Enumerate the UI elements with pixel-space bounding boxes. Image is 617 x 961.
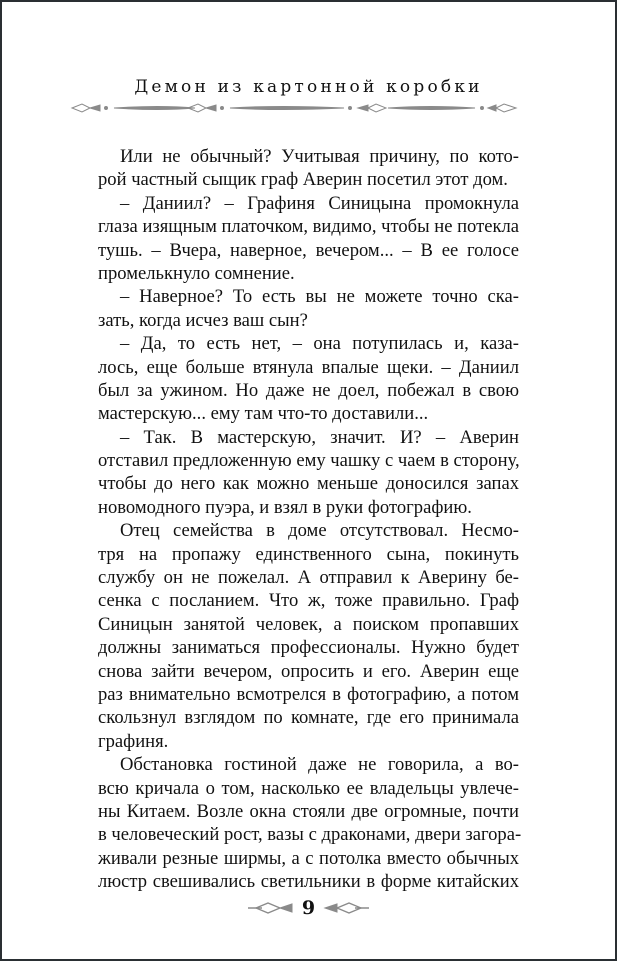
running-head: Демон из картонной коробки (134, 77, 483, 97)
right-folio-ornament-icon (321, 901, 371, 915)
text-line: сенка с посланием. Что ж, тоже правильно. Граф (98, 590, 519, 612)
left-folio-ornament-icon (246, 901, 296, 915)
text-line: мастерскую... ему там что-то доставили... (98, 403, 429, 425)
text-line: скользнул взглядом по комнате, где его принимала (98, 707, 519, 729)
text-line: – Даниил? – Графиня Синицына промокнула (120, 192, 519, 214)
text-line: всю кричала о том, насколько ее владельцы увлече- (98, 777, 519, 799)
text-line: Отец семейства в доме отсутствовал. Несмо- (120, 520, 519, 542)
text-line: должны заниматься профессионалы. Нужно будет (98, 637, 519, 659)
text-line: раз внимательно всмотрелся в фотографию, а потом (98, 683, 519, 705)
text-line: лось, еще больше втянула впалые щеки. – Даниил (98, 356, 519, 378)
text-line: Или не обычный? Учитывая причину, по кото- (120, 146, 519, 167)
text-line: – Да, то есть нет, – она потупилась и, каза- (120, 333, 519, 355)
text-line: новомодного пуэра, и взял в руки фотографию. (98, 496, 472, 518)
page-footer (2, 896, 615, 920)
text-line: промелькнуло сомнение. (98, 262, 295, 284)
text-line: люстр свешивались светильники в форме китайских (98, 871, 519, 893)
header-ornament-divider (70, 100, 520, 116)
body-text (98, 145, 522, 894)
text-line: тушь. – Вчера, наверное, вечером... – В ее голосе (98, 239, 519, 261)
page-number: 9 (301, 897, 316, 919)
text-line: живали резные ширмы, а с потолка вместо обычных (98, 847, 519, 869)
text-line: Обстановка гостиной даже не говорила, а во- (120, 754, 519, 776)
text-line: снова зайти вечером, опросить и его. Аверин еще (98, 660, 519, 682)
text-line: – Так. В мастерскую, значит. И? – Аверин (120, 426, 519, 448)
text-line: зать, когда исчез ваш сын? (98, 309, 308, 331)
text-line: Синицын занятой человек, а поиском пропавших (98, 613, 519, 635)
text-line: чтобы до него как можно меньше доносился запах (98, 473, 519, 495)
text-line: рой частный сыщик граф Аверин посетил этот дом. (98, 169, 508, 191)
text-line: графиня. (98, 730, 169, 752)
text-line: ны Китаем. Возле окна стояли две огромные, почти (98, 800, 519, 822)
text-line: – Наверное? То есть вы не можете точно ска- (120, 286, 519, 308)
text-line: был за ужином. Но даже не доел, побежал в свою (98, 379, 519, 401)
text-line: глаза изящным платочком, видимо, чтобы не потекла (98, 216, 520, 238)
text-line: отставил предложенную ему чашку с чаем в сторону, (98, 450, 520, 472)
text-line: службу он не пожелал. А отправил к Аверину бе- (98, 567, 519, 589)
text-line: тря на пропажу единственного сына, покинуть (98, 543, 519, 565)
text-line: в человеческий рост, вазы с драконами, двери загора- (98, 824, 522, 846)
